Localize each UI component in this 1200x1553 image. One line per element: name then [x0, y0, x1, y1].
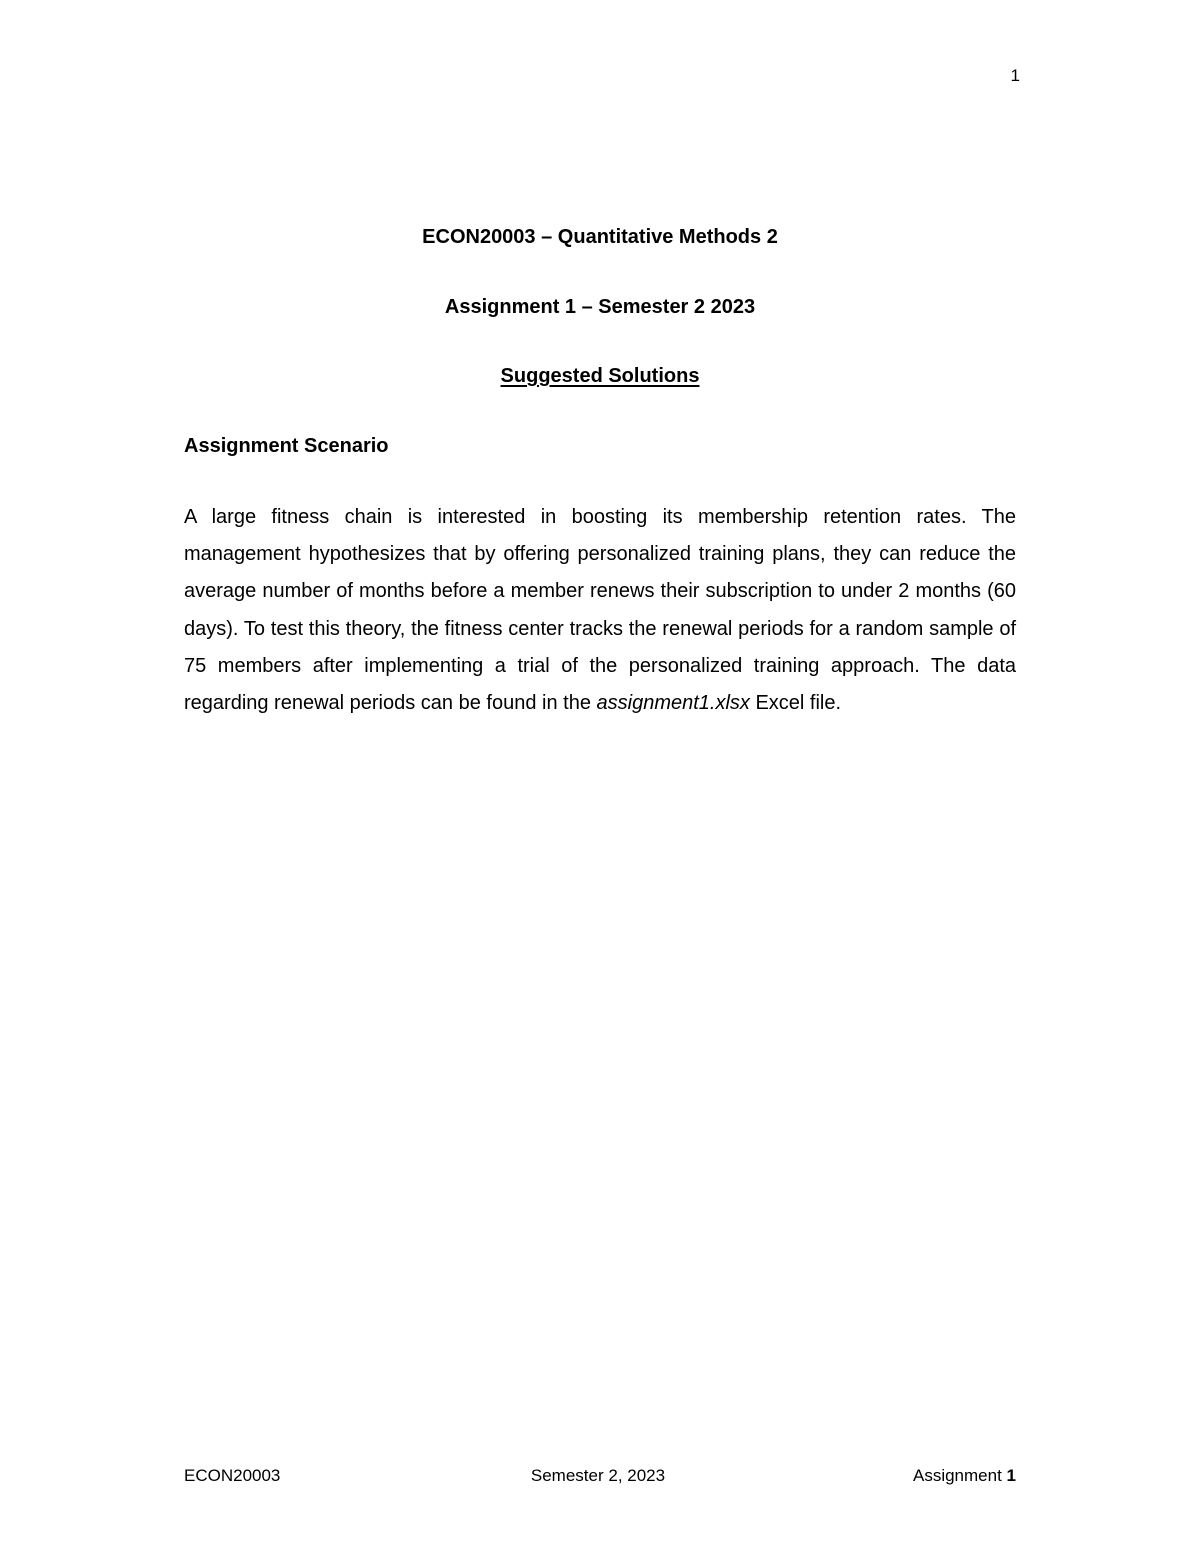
footer-assignment-number: 1: [1006, 1466, 1016, 1485]
footer-semester: Semester 2, 2023: [530, 1466, 666, 1485]
scenario-filename: assignment1.xlsx: [596, 692, 750, 715]
assignment-title: Assignment 1 – Semester 2 2023: [444, 296, 756, 318]
course-title: ECON20003 – Quantitative Methods 2: [422, 226, 778, 248]
footer-course-code: ECON20003: [184, 1466, 281, 1485]
document-subtitle: Suggested Solutions: [500, 365, 700, 387]
section-heading: Assignment Scenario: [184, 435, 389, 457]
scenario-text-part1: A large fitness chain is interested in boosting its membership retention rates. The management hypothesizes that by offering personalized training plans, they can reduce the average number of months before a member renews their subscription to under 2 months (60 days). To test this theory, the fitness center tracks the renewal periods for a random sample of 75 members after implementing a trial of the personalized training approach. The data regarding renewal periods can be found in the: [184, 506, 1016, 715]
page-number: 1: [1010, 66, 1020, 85]
footer-assignment-label: Assignment: [912, 1466, 1007, 1485]
footer-assignment: [913, 1466, 1016, 1486]
scenario-paragraph: [184, 499, 1016, 722]
scenario-text-part2: Excel file.: [749, 692, 842, 715]
